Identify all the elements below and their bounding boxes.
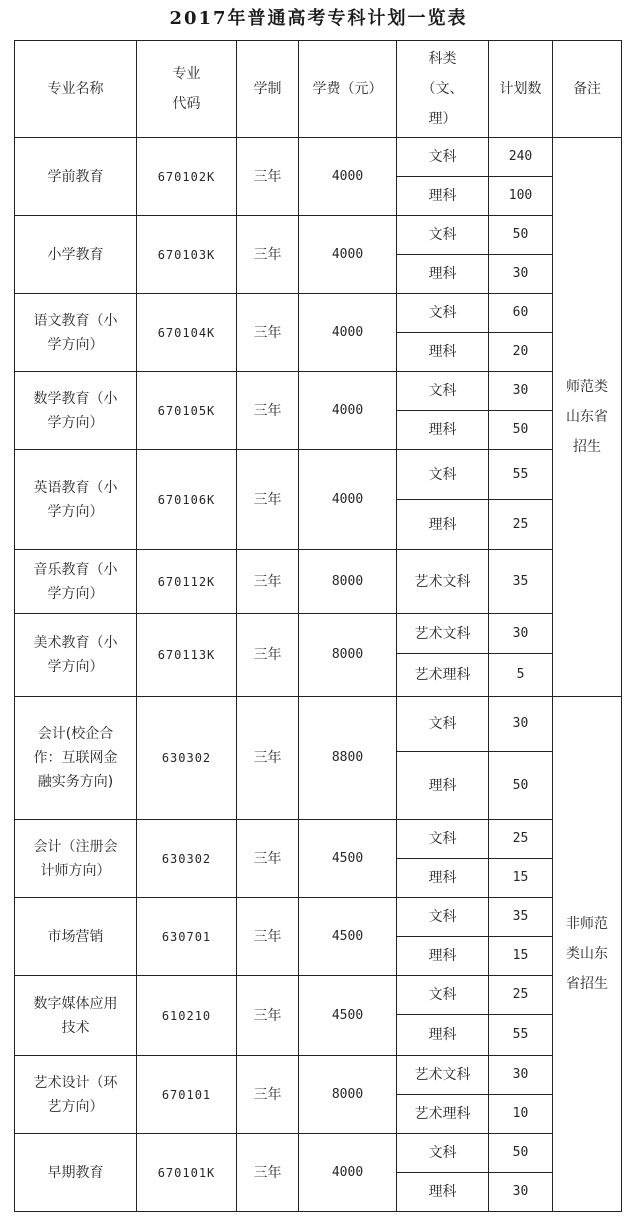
major-name-cell: 语文教育（小学方向）: [15, 294, 137, 372]
category-cell: 理科: [397, 1015, 489, 1056]
fee-cell: 8800: [299, 697, 397, 820]
major-code-cell: 670112K: [137, 550, 237, 614]
plan-count-cell: 100: [489, 177, 553, 216]
duration-cell: 三年: [237, 294, 299, 372]
major-name-cell: 学前教育: [15, 138, 137, 216]
plan-count-cell: 240: [489, 138, 553, 177]
category-cell: 文科: [397, 1134, 489, 1173]
plan-count-cell: 50: [489, 411, 553, 450]
table-row: [15, 898, 622, 937]
plan-count-cell: 30: [489, 697, 553, 752]
enrollment-plan-table: [14, 40, 622, 1212]
plan-count-cell: 55: [489, 450, 553, 500]
fee-cell: 4000: [299, 372, 397, 450]
duration-cell: 三年: [237, 898, 299, 976]
category-cell: 理科: [397, 752, 489, 820]
major-name-cell: 数字媒体应用技术: [15, 976, 137, 1056]
note-normal-cell: 师范类山东省招生: [553, 138, 622, 697]
category-cell: 文科: [397, 294, 489, 333]
category-cell: 文科: [397, 697, 489, 752]
fee-cell: 8000: [299, 1056, 397, 1134]
category-cell: 理科: [397, 255, 489, 294]
table-row: [15, 550, 622, 614]
major-name-cell: 早期教育: [15, 1134, 137, 1212]
fee-cell: 8000: [299, 614, 397, 697]
table-row: [15, 614, 622, 654]
plan-count-cell: 55: [489, 1015, 553, 1056]
category-cell: 理科: [397, 1173, 489, 1212]
note-non-normal-cell: 非师范类山东省招生: [553, 697, 622, 1212]
category-cell: 艺术理科: [397, 654, 489, 697]
plan-count-cell: 30: [489, 255, 553, 294]
major-name-cell: 音乐教育（小学方向）: [15, 550, 137, 614]
plan-count-cell: 50: [489, 1134, 553, 1173]
fee-cell: 4000: [299, 138, 397, 216]
major-code-cell: 630302: [137, 820, 237, 898]
plan-count-cell: 50: [489, 752, 553, 820]
category-cell: 理科: [397, 177, 489, 216]
header-fee: 学费（元）: [299, 41, 397, 138]
fee-cell: 8000: [299, 550, 397, 614]
major-name-cell: 英语教育（小学方向）: [15, 450, 137, 550]
page-title: 2017年普通高考专科计划一览表: [169, 8, 468, 29]
plan-count-cell: 15: [489, 937, 553, 976]
category-cell: 文科: [397, 976, 489, 1015]
table-row: [15, 1056, 622, 1095]
duration-cell: 三年: [237, 1134, 299, 1212]
duration-cell: 三年: [237, 820, 299, 898]
plan-count-cell: 25: [489, 976, 553, 1015]
fee-cell: 4500: [299, 820, 397, 898]
plan-count-cell: 15: [489, 859, 553, 898]
table-body: [15, 138, 622, 1212]
major-code-cell: 610210: [137, 976, 237, 1056]
plan-count-cell: 5: [489, 654, 553, 697]
plan-count-cell: 50: [489, 216, 553, 255]
major-code-cell: 630701: [137, 898, 237, 976]
duration-cell: 三年: [237, 138, 299, 216]
header-category: 科类（文、理）: [397, 41, 489, 138]
category-cell: 理科: [397, 500, 489, 550]
duration-cell: 三年: [237, 1056, 299, 1134]
table-row: [15, 450, 622, 500]
category-cell: 文科: [397, 898, 489, 937]
fee-cell: 4000: [299, 294, 397, 372]
duration-cell: 三年: [237, 614, 299, 697]
header-name: 专业名称: [15, 41, 137, 138]
major-code-cell: 670113K: [137, 614, 237, 697]
category-cell: 理科: [397, 333, 489, 372]
fee-cell: 4000: [299, 1134, 397, 1212]
plan-count-cell: 30: [489, 1056, 553, 1095]
major-code-cell: 670101K: [137, 1134, 237, 1212]
table-row: [15, 697, 622, 752]
major-name-cell: 会计(校企合作：互联网金融实务方向): [15, 697, 137, 820]
plan-count-cell: 25: [489, 820, 553, 859]
plan-count-cell: 35: [489, 550, 553, 614]
category-cell: 文科: [397, 450, 489, 500]
category-cell: 艺术理科: [397, 1095, 489, 1134]
table-row: [15, 372, 622, 411]
header-duration: 学制: [237, 41, 299, 138]
category-cell: 文科: [397, 372, 489, 411]
duration-cell: 三年: [237, 372, 299, 450]
fee-cell: 4500: [299, 976, 397, 1056]
major-name-cell: 数学教育（小学方向）: [15, 372, 137, 450]
major-code-cell: 670101: [137, 1056, 237, 1134]
major-name-cell: 小学教育: [15, 216, 137, 294]
table-row: [15, 1134, 622, 1173]
header-code: 专业代码: [137, 41, 237, 138]
plan-count-cell: 30: [489, 614, 553, 654]
header-row: [15, 41, 622, 138]
plan-count-cell: 30: [489, 372, 553, 411]
category-cell: 文科: [397, 138, 489, 177]
category-cell: 艺术文科: [397, 1056, 489, 1095]
duration-cell: 三年: [237, 216, 299, 294]
table-row: [15, 820, 622, 859]
plan-count-cell: 60: [489, 294, 553, 333]
major-code-cell: 670104K: [137, 294, 237, 372]
fee-cell: 4500: [299, 898, 397, 976]
duration-cell: 三年: [237, 450, 299, 550]
category-cell: 文科: [397, 216, 489, 255]
fee-cell: 4000: [299, 216, 397, 294]
major-code-cell: 670106K: [137, 450, 237, 550]
plan-count-cell: 35: [489, 898, 553, 937]
table-row: [15, 294, 622, 333]
major-name-cell: 市场营销: [15, 898, 137, 976]
plan-count-cell: 30: [489, 1173, 553, 1212]
category-cell: 理科: [397, 859, 489, 898]
category-cell: 文科: [397, 820, 489, 859]
duration-cell: 三年: [237, 697, 299, 820]
duration-cell: 三年: [237, 550, 299, 614]
major-code-cell: 670102K: [137, 138, 237, 216]
category-cell: 理科: [397, 937, 489, 976]
major-name-cell: 会计（注册会计师方向）: [15, 820, 137, 898]
header-plan: 计划数: [489, 41, 553, 138]
major-name-cell: 艺术设计（环艺方向）: [15, 1056, 137, 1134]
major-code-cell: 670103K: [137, 216, 237, 294]
plan-count-cell: 20: [489, 333, 553, 372]
table-row: [15, 138, 622, 177]
major-name-cell: 美术教育（小学方向）: [15, 614, 137, 697]
plan-count-cell: 25: [489, 500, 553, 550]
table-row: [15, 216, 622, 255]
header-note: 备注: [553, 41, 622, 138]
table-row: [15, 976, 622, 1015]
category-cell: 理科: [397, 411, 489, 450]
category-cell: 艺术文科: [397, 614, 489, 654]
fee-cell: 4000: [299, 450, 397, 550]
plan-count-cell: 10: [489, 1095, 553, 1134]
major-code-cell: 670105K: [137, 372, 237, 450]
major-code-cell: 630302: [137, 697, 237, 820]
category-cell: 艺术文科: [397, 550, 489, 614]
duration-cell: 三年: [237, 976, 299, 1056]
